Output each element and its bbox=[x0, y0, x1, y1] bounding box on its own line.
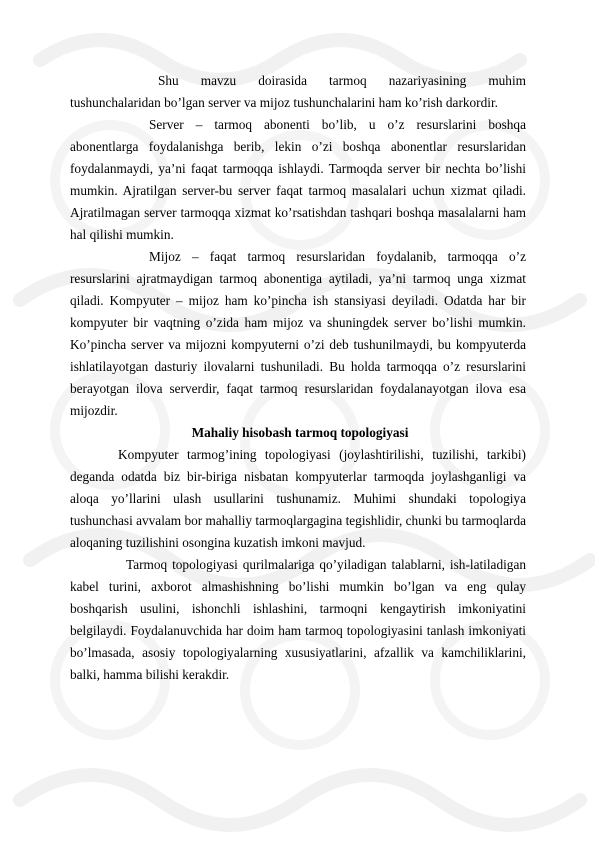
document-body bbox=[70, 70, 526, 686]
section-heading: Mahaliy hisobash tarmoq topologiyasi bbox=[191, 425, 409, 440]
paragraph-client-definition: Mijoz – faqat tarmoq resurslaridan foydalanib, tarmoqqa o’z resurslarini ajratmaydigan tarmoq abonentiga aytiladi, ya’ni tarmoq unga xizmat qiladi. Kompyuter – mijoz ham ko’pincha ish stansiyasi deyiladi. Odatda har bir kompyuter bir vaqtning o’zida ham mijoz va shuningdek server bo’lishi mumkin. Ko’pincha server va mijozni kompyuterni o’zi deb tushunilmaydi, bu kompyuterda ishlatilayotgan dasturiy ilovalarni tushuniladi. Bu holda tarmoqqa o’z resurslarini berayotgan ilova serverdir, faqat tarmoq resurslaridan foydalanayotgan ilova esa mijozdir. bbox=[70, 249, 526, 418]
paragraph-topology-requirements: Tarmoq topologiyasi qurilmalariga qo’yiladigan talablarni, ish-latiladigan kabel turini, axborot almashishning bo’lishi mumkin bo’lgan va eng qulay boshqarish usulini, ishonchli ishlashini, tarmoqni kengaytirish imkoniyatini belgilaydi. Foydalanuvchida har doim ham tarmoq topologiyasini tanlash imkoniyati bo’lmasada, asosiy topologiyalarning xususiyatlarini, afzallik va kamchiliklarini, balki, hamma bilishi kerakdir. bbox=[70, 557, 526, 682]
paragraph-server-definition: Server – tarmoq abonenti bo’lib, u o’z resurslarini boshqa abonentlarga foydalanishga berib, lekin o’zi boshqa abonentlar resurslaridan foydalanmaydi, ya’ni faqat tarmoqqa ishlaydi. Tarmoqda server bir nechta bo’lishi mumkin. Ajratilgan server-bu server faqat tarmoq masalalari uchun xizmat qiladi. Ajratilmagan server tarmoqqa xizmat ko’rsatishdan tashqari boshqa masalalarni ham hal qilishi mumkin. bbox=[70, 117, 526, 242]
paragraph-topology-definition: Kompyuter tarmog’ining topologiyasi (joylashtirilishi, tuzilishi, tarkibi) deganda odatda biz bir-biriga nisbatan kompyuterlar tarmoqda joylashganligi va aloqa yo’llarini ulash usullarini tushunamiz. Muhimi shundaki topologiya tushunchasi avvalam bor mahalliy tarmoqlargagina tegishlidir, chunki bu tarmoqlarda aloqaning tuzilishini osongina kuzatish imkoni mavjud. bbox=[70, 447, 526, 550]
paragraph-server-client-intro: Shu mavzu doirasida tarmoq nazariyasining muhim tushunchalaridan bo’lgan server va mijoz tushunchalarini ham ko’rish darkordir. bbox=[70, 73, 526, 110]
